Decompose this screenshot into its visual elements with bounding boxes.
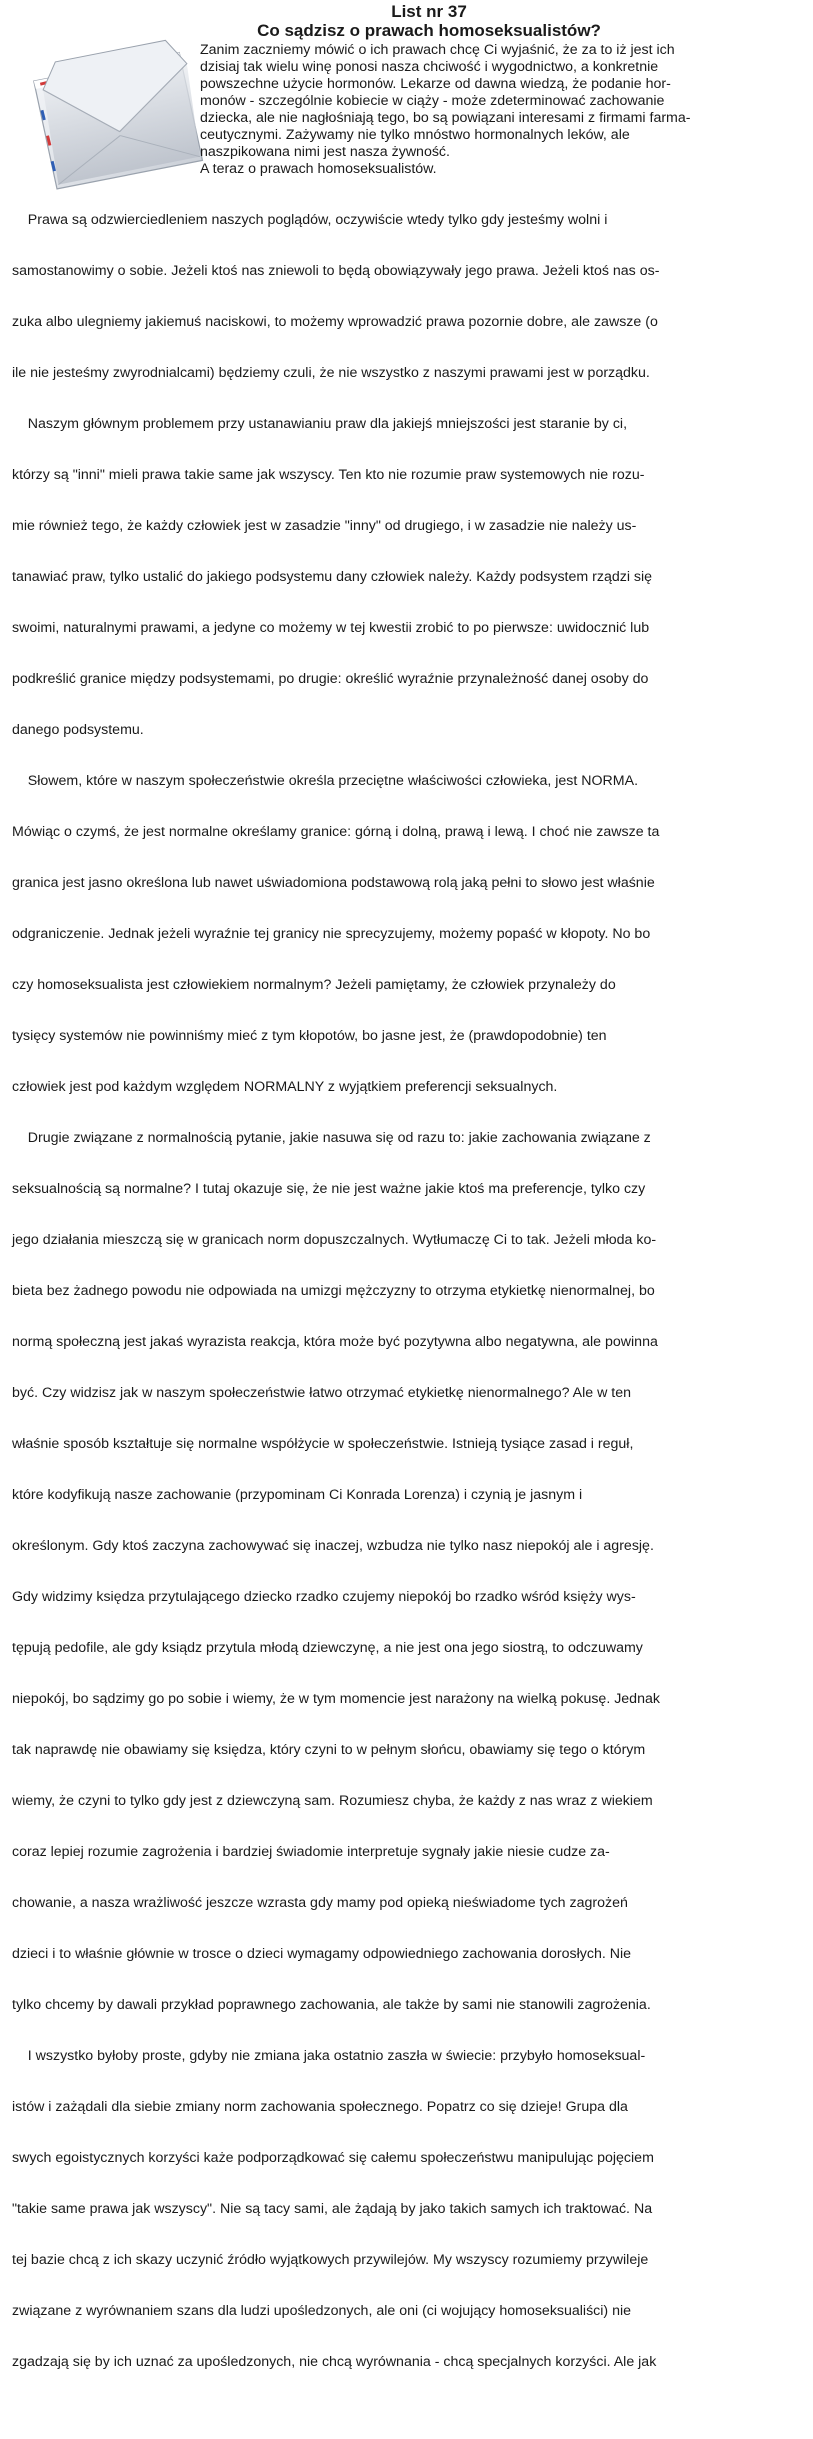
text-line: swych egoistycznych korzyści każe podporządkować się całemu społeczeństwu manipulując pojęciem	[12, 2150, 654, 2166]
text-line: tak naprawdę nie obawiamy się księdza, który czyni to w pełnym słońcu, obawiamy się tego o którym	[12, 1742, 646, 1758]
text-line	[12, 2405, 660, 2422]
text-line: samostanowimy o sobie. Jeżeli ktoś nas zniewoli to będą obowiązywały jego prawa. Jeżeli ktoś nas os-	[12, 263, 660, 279]
text-line: zuka albo ulegniemy jakiemuś naciskowi, to możemy wprowadzić prawa pozornie dobre, ale zawsze (o	[12, 314, 658, 330]
text-line: Mówiąc o czymś, że jest normalne określamy granice: górną i dolną, prawą i lewą. I choć nie zawsze ta	[12, 824, 660, 840]
text-line: być. Czy widzisz jak w naszym społeczeństwie łatwo otrzymać etykietkę nienormalnego? Ale w ten	[12, 1385, 631, 1401]
text-line: ile nie jesteśmy zwyrodnialcami) będziemy czuli, że nie wszystko z naszymi prawami jest w porządku.	[12, 365, 650, 381]
text-line: dzisiaj tak wielu winę ponosi nasza chciwość i wygodnictwo, a konkretnie	[200, 59, 659, 75]
text-line: którzy są "inni" mieli prawa takie same jak wszyscy. Ten kto nie rozumie praw systemowych nie rozu-	[12, 467, 645, 483]
text-line: istów i zażądali dla siebie zmiany norm zachowania społecznego. Popatrz co się dzieje! Grupa dla	[12, 2099, 628, 2115]
text-line: bieta bez żadnego powodu nie odpowiada na umizgi mężczyzny to otrzyma etykietkę nienormalnej, bo	[12, 1283, 655, 1299]
text-line: tępują pedofile, ale gdy ksiądz przytula młodą dziewczynę, a nie jest ona jego siostrą, to odczuwamy	[12, 1640, 643, 1656]
text-line: seksualnością są normalne? I tutaj okazuje się, że nie jest ważne jakie ktoś ma preferencje, tylko czy	[12, 1181, 646, 1197]
text-line: Drugie związane z normalnością pytanie, jakie nasuwa się od razu to: jakie zachowania związane z	[12, 1130, 651, 1146]
text-line: czy homoseksualista jest człowiekiem normalnym? Jeżeli pamiętamy, że człowiek przynależy do	[12, 977, 616, 993]
text-line: tysięcy systemów nie powinniśmy mieć z tym kłopotów, bo jasne jest, że (prawdopodobnie) ten	[12, 1028, 607, 1044]
text-line: mie również tego, że każdy człowiek jest w zasadzie "inny" od drugiego, i w zasadzie nie należy us-	[12, 518, 637, 534]
text-line: Słowem, które w naszym społeczeństwie określa przeciętne właściwości człowieka, jest NORMA.	[12, 773, 639, 789]
text-line: właśnie sposób kształtuje się normalne współżycie w społeczeństwie. Istnieją tysiące zasad i reguł,	[12, 1436, 634, 1452]
page-heading-number: List nr 37	[391, 2, 467, 21]
text-line: określonym. Gdy ktoś zaczyna zachowywać się inaczej, wzbudza nie tylko nasz niepokój ale i agresję.	[12, 1538, 654, 1554]
text-line: tej bazie chcą z ich skazy uczynić źródło wyjątkowych przywilejów. My wszyscy rozumiemy przywileje	[12, 2252, 649, 2268]
text-line: odgraniczenie. Jednak jeżeli wyraźnie tej granicy nie sprecyzujemy, możemy popaść w kłopoty. No bo	[12, 926, 651, 942]
text-line: ceutycznymi. Zażywamy nie tylko mnóstwo hormonalnych leków, ale	[200, 127, 630, 143]
envelope-icon	[28, 40, 203, 192]
text-line: A teraz o prawach homoseksualistów.	[200, 161, 437, 177]
text-line: Zanim zaczniemy mówić o ich prawach chcę Ci wyjaśnić, że za to iż jest ich	[200, 42, 675, 58]
text-line: dzieci i to właśnie głównie w trosce o dzieci wymagamy odpowiedniego zachowania dorosłych. Nie	[12, 1946, 632, 1962]
text-line: tylko chcemy by dawali przykład poprawnego zachowania, ale także by sami nie stanowili zagrożenia.	[12, 1997, 651, 2013]
text-line: swoimi, naturalnymi prawami, a jedyne co możemy w tej kwestii zrobić to po pierwsze: uwidocznić lub	[12, 620, 650, 636]
text-line: powszechne użycie hormonów. Lekarze od dawna wiedzą, że podanie hor-	[200, 76, 671, 92]
text-line: danego podsystemu.	[12, 722, 144, 738]
text-line: "takie same prawa jak wszyscy". Nie są tacy sami, ale żądają by jako takich samych ich traktować. Na	[12, 2201, 653, 2217]
text-line: monów - szczególnie kobiecie w ciąży - może zdeterminować zachowanie	[200, 93, 665, 109]
text-line: zgadzają się by ich uznać za upośledzonych, nie chcą wyrównania - chcą specjalnych korzyści. Ale jak	[12, 2354, 657, 2370]
text-line: jego działania mieszczą się w granicach norm dopuszczalnych. Wytłumaczę Ci to tak. Jeżeli młoda ko-	[12, 1232, 657, 1248]
text-line: Gdy widzimy księdza przytulającego dziecko rzadko czujemy niepokój bo rzadko wśród księży wys-	[12, 1589, 636, 1605]
text-line: tanawiać praw, tylko ustalić do jakiego podsystemu dany człowiek należy. Każdy podsystem rządzi się	[12, 569, 653, 585]
text-line: wiemy, że czyni to tylko gdy jest z dziewczyną sam. Rozumiesz chyba, że każdy z nas wraz z wiekiem	[12, 1793, 653, 1809]
text-line: coraz lepiej rozumie zagrożenia i bardziej świadomie interpretuje sygnały jakie niesie cudze za-	[12, 1844, 610, 1860]
text-line: I wszystko byłoby proste, gdyby nie zmiana jaka ostatnio zaszła w świecie: przybyło homoseksual-	[12, 2048, 646, 2064]
text-line: granica jest jasno określona lub nawet uświadomiona podstawową rolą jaką pełni to słowo jest właśnie	[12, 875, 655, 891]
text-line: naszpikowana nimi jest nasza żywność.	[200, 144, 450, 160]
intro-text-block	[200, 42, 691, 178]
text-line: normą społeczną jest jakaś wyrazista reakcja, która może być pozytywna albo negatywna, ale powinna	[12, 1334, 658, 1350]
text-line: które kodyfikują nasze zachowanie (przypominam Ci Konrada Lorenza) i czynią je jasnym i	[12, 1487, 583, 1503]
text-line: dziecka, ale nie nagłośniają tego, bo są powiązani interesami z firmami farma-	[200, 110, 691, 126]
text-line: podkreślić granice między podsystemami, po drugie: określić wyraźnie przynależność danej osoby do	[12, 671, 649, 687]
text-line: Prawa są odzwierciedleniem naszych poglądów, oczywiście wtedy tylko gdy jesteśmy wolni i	[12, 212, 608, 228]
text-line: człowiek jest pod każdym względem NORMALNY z wyjątkiem preferencji seksualnych.	[12, 1079, 558, 1095]
page-heading-question: Co sądzisz o prawach homoseksualistów?	[257, 21, 601, 40]
main-text-block	[12, 178, 660, 2439]
text-line: chowanie, a nasza wrażliwość jeszcze wzrasta gdy mamy pod opieką nieświadome tych zagrożeń	[12, 1895, 628, 1911]
text-line: Naszym głównym problemem przy ustanawianiu praw dla jakiejś mniejszości jest staranie by ci,	[12, 416, 628, 432]
text-line: związane z wyrównaniem szans dla ludzi upośledzonych, ale oni (ci wojujący homoseksualiści) nie	[12, 2303, 632, 2319]
text-line: niepokój, bo sądzimy go po sobie i wiemy, że w tym momencie jest narażony na wielką pokusę. Jednak	[12, 1691, 660, 1707]
